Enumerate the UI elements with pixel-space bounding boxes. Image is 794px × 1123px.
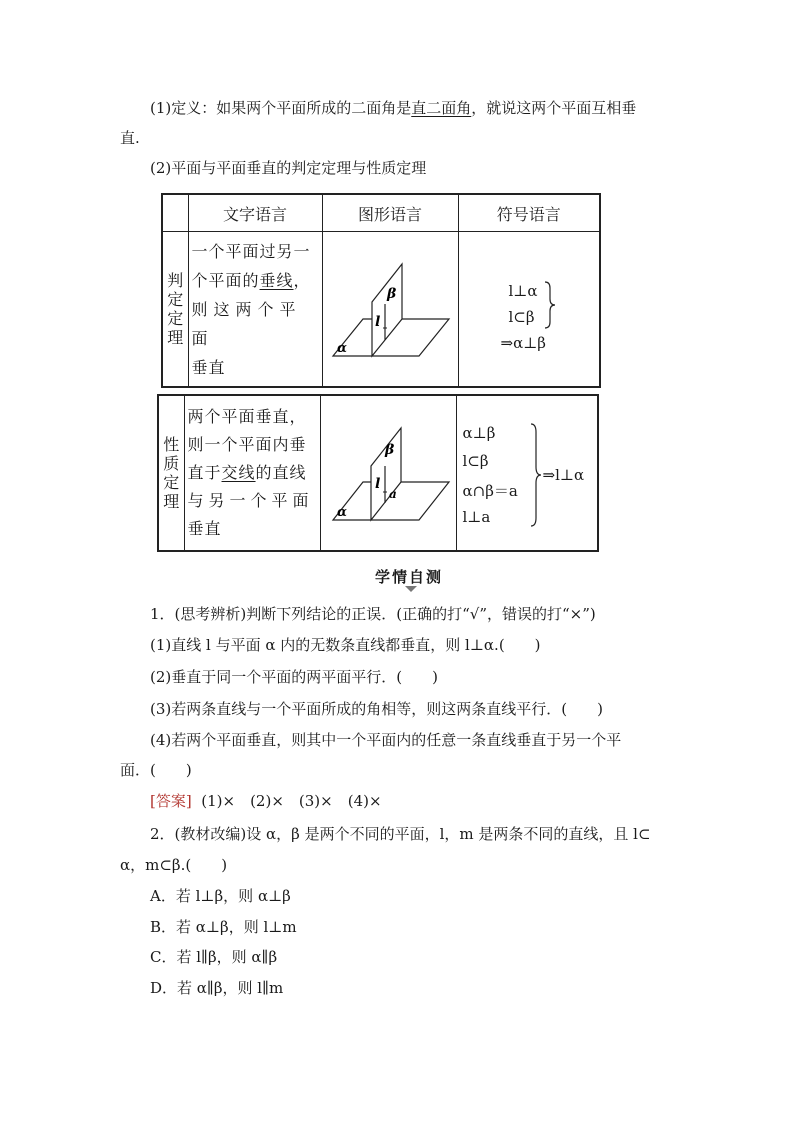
judge-label-char: 定 <box>167 290 184 309</box>
q1-statement-1: (1)直线 l 与平面 α 内的无数条直线都垂直，则 l⊥α.( ) <box>150 636 541 654</box>
property-text-line: 两个平面垂直， <box>187 407 307 426</box>
judge-symbol-result: ⇒α⊥β <box>500 334 546 352</box>
judge-text-underlined: 垂线 <box>259 270 294 290</box>
l-label: l <box>374 314 380 330</box>
property-text-part: 的直线 <box>255 463 307 482</box>
property-text-line: 垂直 <box>187 519 222 538</box>
alpha-label: α <box>336 505 347 520</box>
section-title: 学情自测 <box>375 568 444 586</box>
beta-label: β <box>384 442 394 458</box>
property-symbol-cell <box>456 395 598 551</box>
a-label: a <box>388 487 397 501</box>
property-symbol-line: l⊂β <box>462 452 489 470</box>
judge-symbol-cell <box>458 232 600 388</box>
definition-text-suffix: ，就说这两个平面互相垂 <box>471 99 637 117</box>
property-symbol-line: α∩β＝a <box>462 482 518 500</box>
q2-option-b: B．若 α⊥β，则 l⊥m <box>150 918 297 936</box>
judge-figure-cell <box>322 232 458 388</box>
q2-option-d: D．若 α∥β，则 l∥m <box>150 979 284 997</box>
property-label-char: 质 <box>163 454 180 473</box>
beta-label: β <box>386 286 396 302</box>
property-symbol-result: ⇒l⊥α <box>542 466 585 484</box>
answer-text: (1)× (2)× (3)× (4)× <box>201 792 382 810</box>
header-figure-language: 图形语言 <box>322 194 458 232</box>
property-text-line: 则一个平面内垂 <box>187 435 307 454</box>
property-label <box>158 395 184 551</box>
property-text-line: 与另一个平面 <box>187 491 314 510</box>
q1-answer <box>150 791 382 811</box>
q1-statement-4: (4)若两个平面垂直，则其中一个平面内的任意一条直线垂直于另一个平 <box>150 731 622 749</box>
definition-continuation: 直. <box>120 129 140 147</box>
judge-brace <box>543 280 557 330</box>
theorem-intro: (2)平面与平面垂直的判定定理与性质定理 <box>150 159 427 177</box>
q2-option-a: A．若 l⊥β，则 α⊥β <box>150 887 291 905</box>
definition-text-prefix: (1)定义：如果两个平面所成的二面角是 <box>150 99 412 117</box>
l-label: l <box>374 476 380 492</box>
section-title-marker <box>405 586 417 592</box>
property-figure-cell <box>320 395 456 551</box>
judge-text <box>188 232 322 388</box>
property-label-char: 性 <box>163 435 180 454</box>
definition-paragraph <box>150 98 636 118</box>
judge-label-char: 定 <box>167 309 184 328</box>
header-symbol-language: 符号语言 <box>458 194 600 232</box>
property-symbol-line: l⊥a <box>462 508 491 526</box>
theorem-table-judge <box>161 193 601 388</box>
judge-text-line <box>192 266 319 295</box>
q1-statement-2: (2)垂直于同一个平面的两平面平行．( ) <box>150 668 438 686</box>
theorem-table-property <box>157 394 599 552</box>
header-blank <box>162 194 188 232</box>
property-text-underlined: 交线 <box>221 463 256 482</box>
header-text-language: 文字语言 <box>188 194 322 232</box>
property-text-line <box>188 459 317 487</box>
judge-plane-diagram <box>323 232 459 382</box>
property-row <box>158 395 598 551</box>
judge-text-part: 个平面的 <box>191 270 260 290</box>
alpha-label: α <box>336 341 347 356</box>
property-label-char: 理 <box>163 492 180 511</box>
property-text-part: 直于 <box>187 463 222 482</box>
q2-option-c: C．若 l∥β，则 α∥β <box>150 948 278 966</box>
beta-plane <box>372 264 402 356</box>
property-brace <box>529 422 543 528</box>
judge-row <box>162 232 600 388</box>
table-header-row <box>162 194 600 232</box>
judge-symbol-line: l⊂β <box>508 308 535 326</box>
definition-underlined: 直二面角 <box>411 99 472 117</box>
judge-label-char: 判 <box>167 271 184 290</box>
judge-symbol-line: l⊥α <box>508 282 538 300</box>
q1-statement-3: (3)若两条直线与一个平面所成的角相等，则这两条直线平行．( ) <box>150 700 603 718</box>
q2-stem-cont: α，m⊂β.( ) <box>120 856 228 874</box>
judge-text-part: ， <box>293 270 311 290</box>
q1-statement-4-cont: 面．( ) <box>120 761 192 779</box>
property-plane-diagram <box>321 396 457 546</box>
answer-tag: [答案] <box>150 792 192 810</box>
property-text <box>184 395 320 551</box>
judge-label-char: 理 <box>167 328 184 347</box>
property-label-char: 定 <box>163 473 180 492</box>
judge-text-line: 则这两个平面 <box>191 299 302 348</box>
judge-text-line: 垂直 <box>191 357 226 377</box>
q2-stem: 2．(教材改编)设 α，β 是两个不同的平面，l，m 是两条不同的直线，且 l⊂ <box>150 825 651 843</box>
judge-text-line: 一个平面过另一 <box>191 241 311 261</box>
judge-label <box>162 232 188 388</box>
q1-stem: 1．(思考辨析)判断下列结论的正误．(正确的打“√”，错误的打“×”) <box>150 605 596 623</box>
property-symbol-line: α⊥β <box>462 424 496 442</box>
